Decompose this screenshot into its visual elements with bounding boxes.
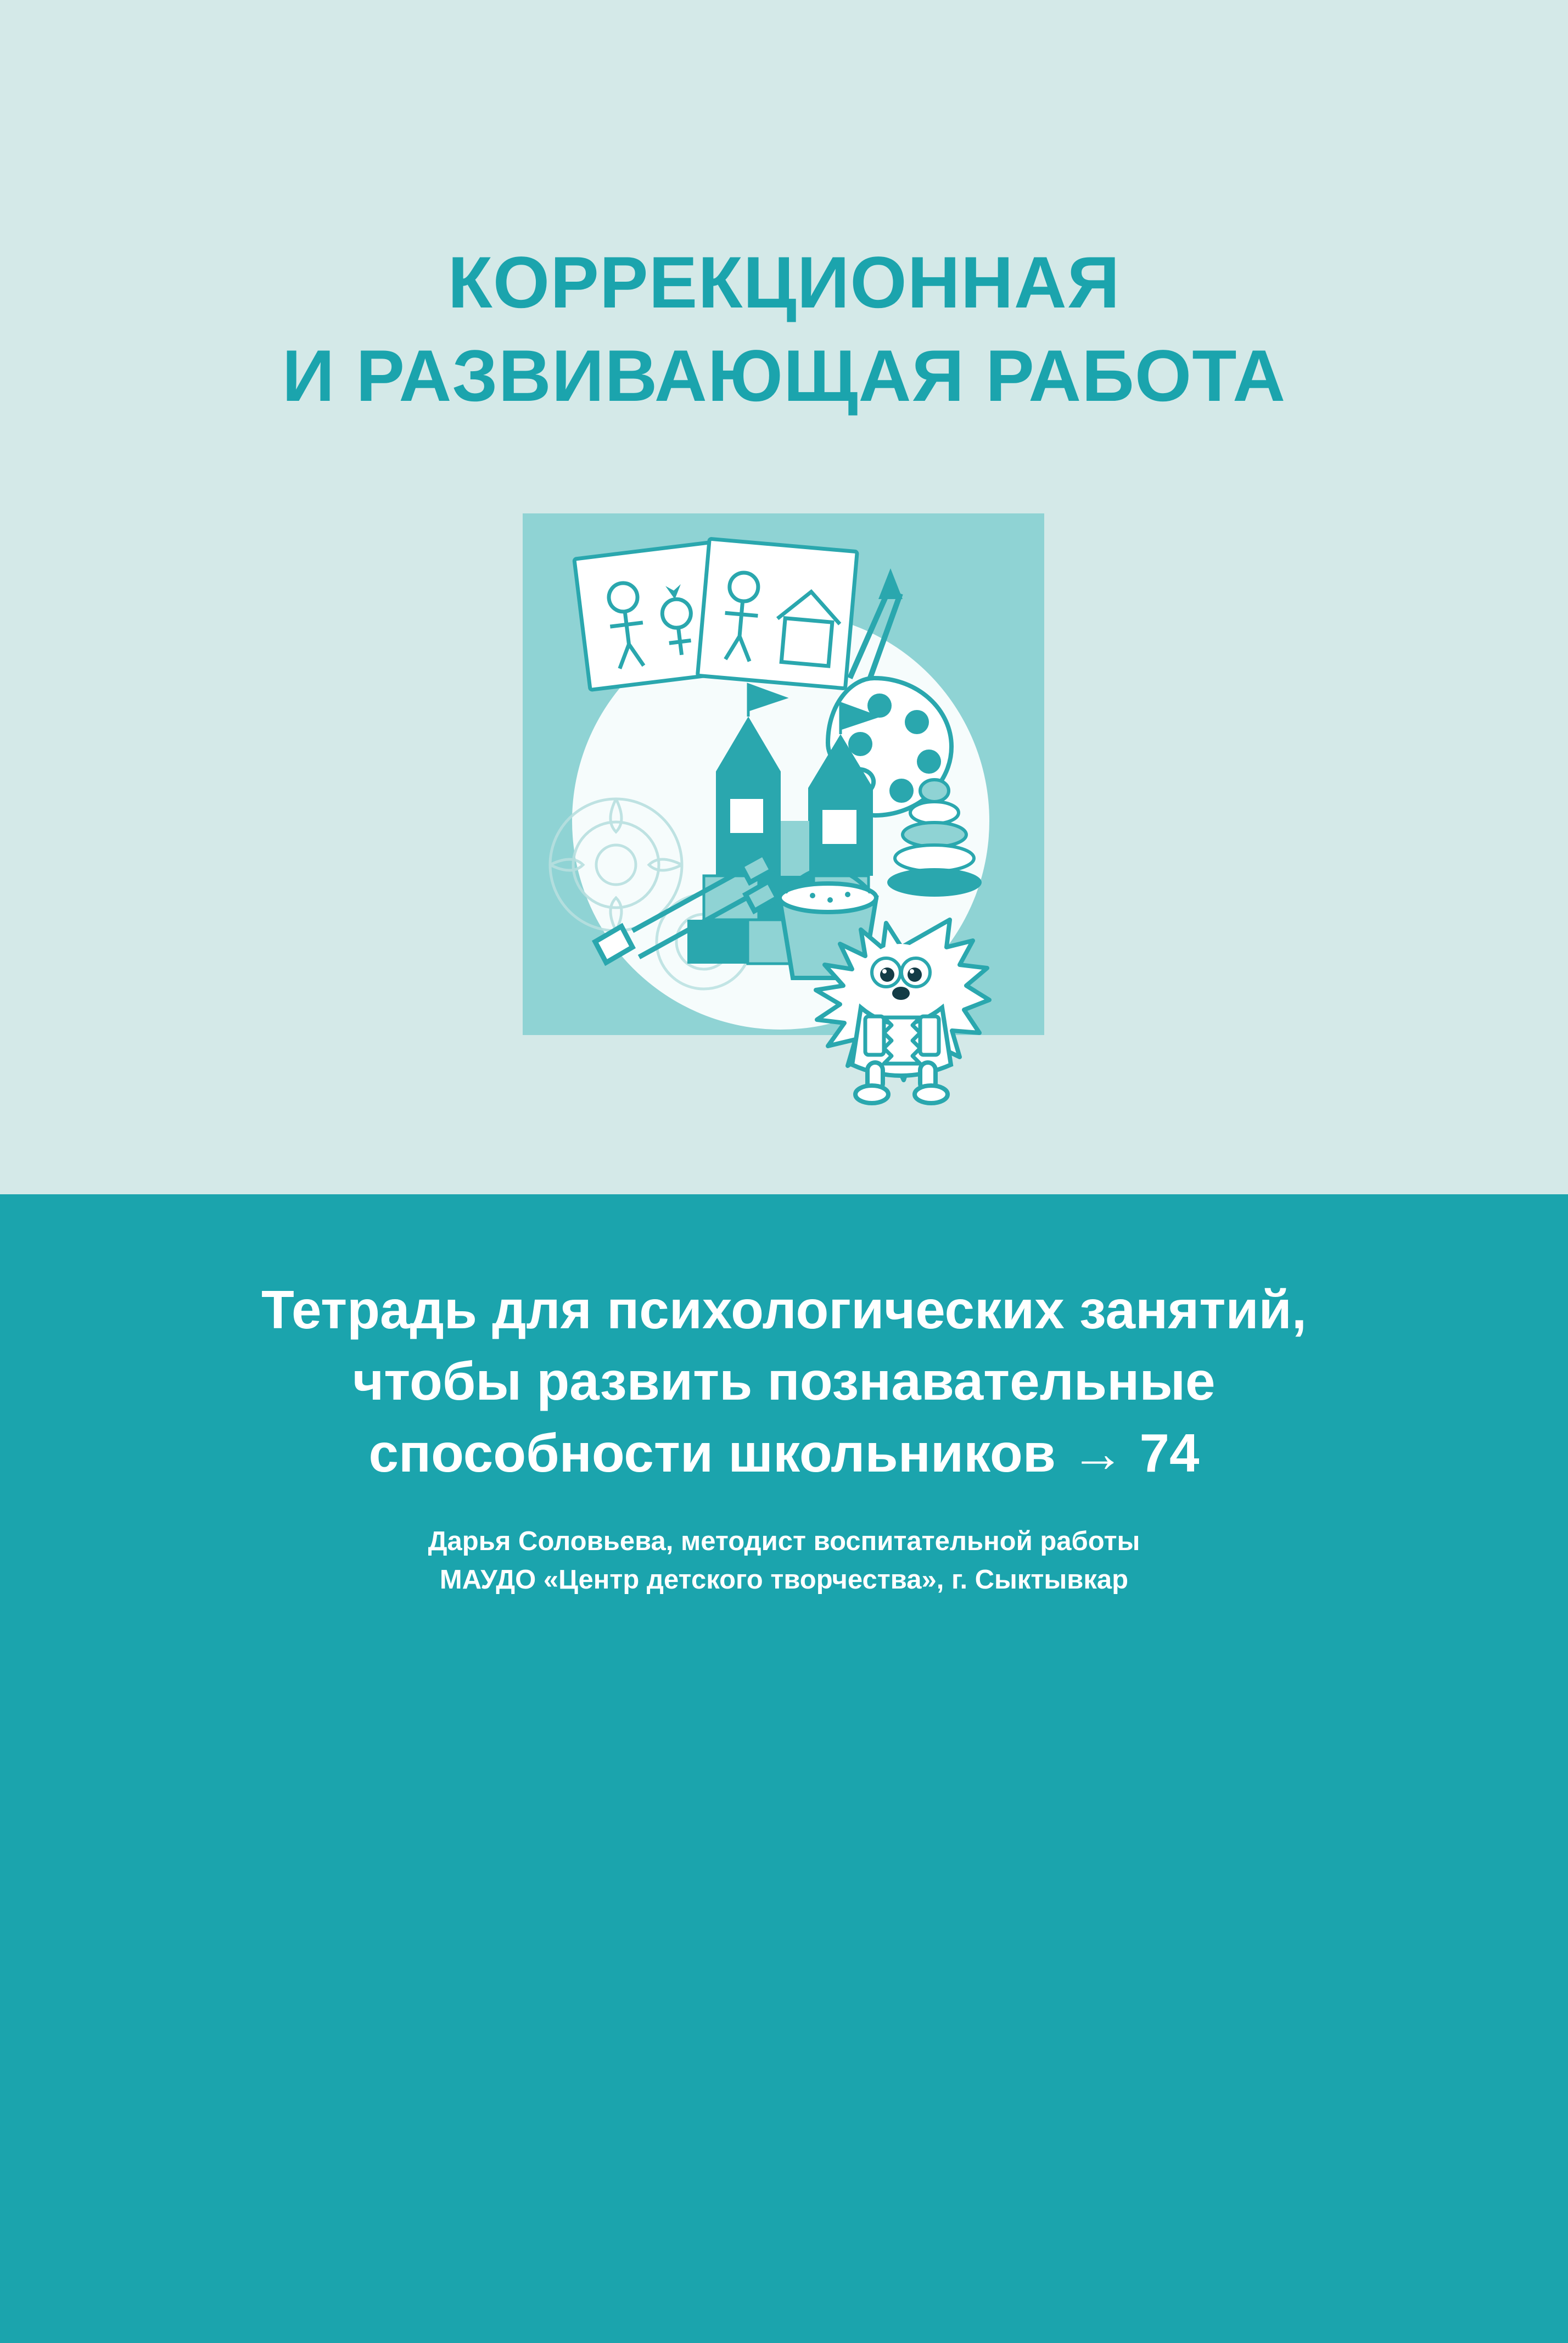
illustration-graphic	[523, 513, 1044, 1117]
section-heading-line-1: КОРРЕКЦИОННАЯ	[447, 242, 1121, 323]
cover-illustration	[523, 513, 1044, 1117]
childrens-drawings-icon	[574, 539, 857, 690]
hedgehog-with-accordion-icon	[816, 920, 989, 1103]
section-heading	[0, 236, 1568, 423]
article-author-line-2: МАУДО «Центр детского творчества», г. Сыктывкар	[439, 1564, 1129, 1595]
article-title-line-1: Тетрадь для психологических занятий,	[261, 1279, 1307, 1340]
article-title	[0, 1274, 1568, 1489]
section-heading-line-2: И РАЗВИВАЮЩАЯ РАБОТА	[282, 335, 1286, 417]
article-teaser	[0, 1274, 1568, 1599]
article-author-line-1: Дарья Соловьева, методист воспитательной работы	[428, 1526, 1140, 1556]
article-author	[0, 1523, 1568, 1599]
article-title-line-3: способности школьников → 74	[368, 1422, 1200, 1483]
article-title-line-2: чтобы развить познавательные	[352, 1351, 1216, 1412]
